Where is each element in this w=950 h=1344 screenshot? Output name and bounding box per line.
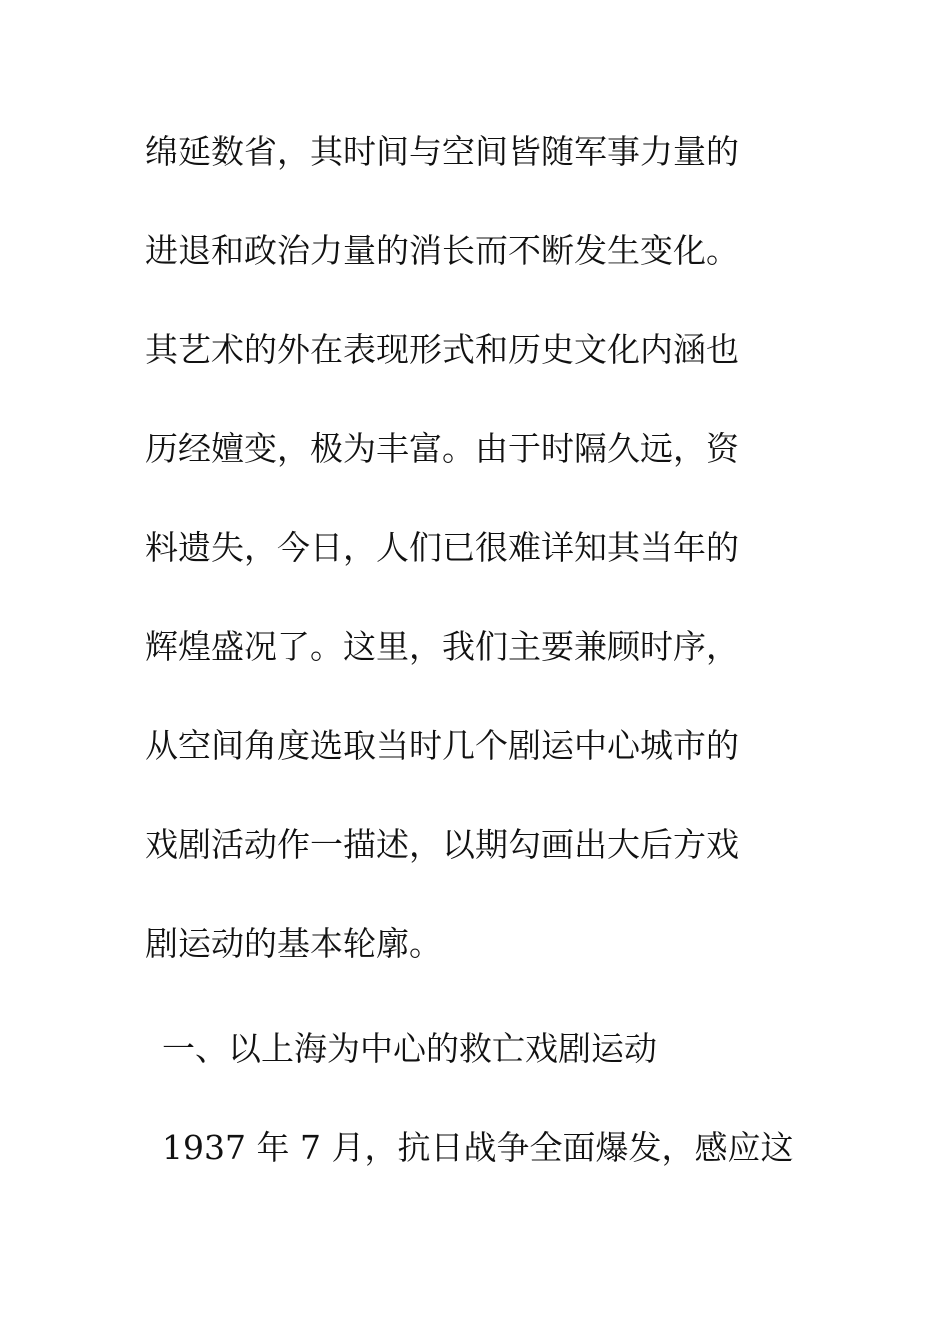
body-text-line: 历经嬗变，极为丰富。由于时隔久远，资 [145, 429, 739, 468]
body-text-line: 1937 年 7 月，抗日战争全面爆发，感应这 [162, 1128, 794, 1167]
body-text-line: 从空间角度选取当时几个剧运中心城市的 [145, 726, 739, 765]
body-text-line: 其艺术的外在表现形式和历史文化内涵也 [145, 330, 739, 369]
body-text-line: 剧运动的基本轮廓。 [145, 924, 442, 963]
body-text-line: 戏剧活动作一描述，以期勾画出大后方戏 [145, 825, 739, 864]
section-heading: 一、以上海为中心的救亡戏剧运动 [162, 1029, 657, 1068]
body-text-line: 绵延数省，其时间与空间皆随军事力量的 [145, 132, 739, 171]
body-text-line: 料遗失，今日，人们已很难详知其当年的 [145, 528, 739, 567]
body-text-line: 辉煌盛况了。这里，我们主要兼顾时序， [145, 627, 739, 666]
body-text-line: 进退和政治力量的消长而不断发生变化。 [145, 231, 739, 270]
